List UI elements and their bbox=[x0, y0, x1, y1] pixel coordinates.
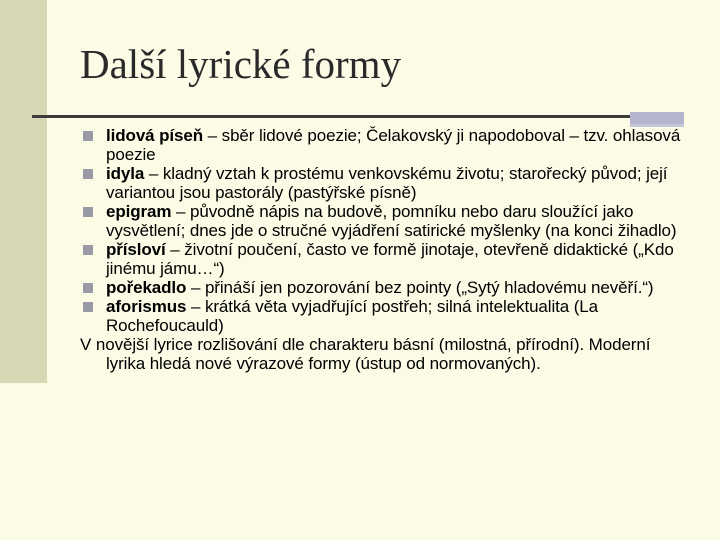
slide-title: Další lyrické formy bbox=[80, 41, 402, 87]
title-underline bbox=[32, 115, 630, 118]
bullet-term: přísloví bbox=[106, 240, 166, 259]
bullet-text: – krátká věta vyjadřující postřeh; silná intelektualita (La Rochefoucauld) bbox=[106, 297, 599, 335]
bullet-item bbox=[80, 240, 690, 278]
bullet-term: idyla bbox=[106, 164, 145, 183]
bullet-text: – kladný vztah k prostému venkovskému životu; starořecký původ; její variantou jsou pastorály (pastýřské písně) bbox=[106, 164, 668, 202]
left-decor-band bbox=[0, 0, 47, 383]
title-underline-accent bbox=[630, 112, 684, 124]
square-bullet-icon bbox=[83, 169, 93, 179]
bullet-item bbox=[80, 164, 690, 202]
bullet-term: pořekadlo bbox=[106, 278, 187, 297]
bullet-text: – životní poučení, často ve formě jinotaje, otevřeně didaktické („Kdo jinému jámu…“) bbox=[106, 240, 674, 278]
bullet-term: epigram bbox=[106, 202, 172, 221]
square-bullet-icon bbox=[83, 245, 93, 255]
square-bullet-icon bbox=[83, 131, 93, 141]
square-bullet-icon bbox=[83, 207, 93, 217]
bullet-term: aforismus bbox=[106, 297, 187, 316]
closing-paragraph: V novější lyrice rozlišování dle charakteru básní (milostná, přírodní). Moderní lyrika hledá nové výrazové formy (ústup od normovaných). bbox=[80, 335, 651, 373]
square-bullet-icon bbox=[83, 283, 93, 293]
left-decor-band-lower bbox=[0, 383, 47, 540]
bullet-item bbox=[80, 126, 690, 164]
slide-body bbox=[80, 126, 690, 373]
bullet-text: – původně nápis na budově, pomníku nebo daru sloužící jako vysvětlení; dnes jde o stručné vyjádření satirické myšlenky (na konci žihadlo) bbox=[106, 202, 677, 240]
bullet-text: – přináší jen pozorování bez pointy („Sytý hladovému nevěří.“) bbox=[186, 278, 654, 297]
square-bullet-icon bbox=[83, 302, 93, 312]
bullet-text: – sběr lidové poezie; Čelakovský ji napodoboval – tzv. ohlasová poezie bbox=[106, 126, 681, 164]
bullet-item bbox=[80, 278, 690, 297]
bullet-item bbox=[80, 297, 690, 335]
bullet-item bbox=[80, 202, 690, 240]
bullet-term: lidová píseň bbox=[106, 126, 204, 145]
